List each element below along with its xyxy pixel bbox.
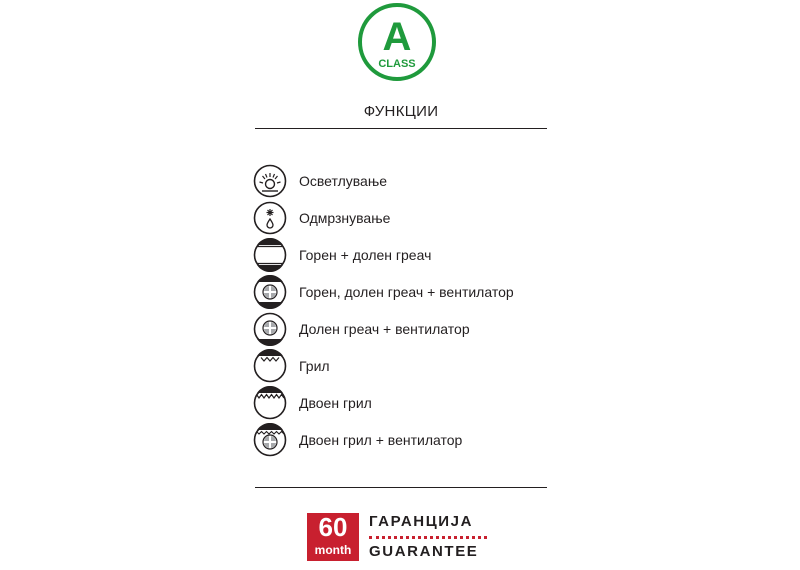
function-label: Долен греач + вентилатор <box>299 321 470 337</box>
guarantee-number: 60 <box>318 512 348 542</box>
light-icon <box>253 164 287 198</box>
energy-class-label: CLASS <box>378 58 416 70</box>
function-label: Одмрзнување <box>299 210 391 226</box>
guarantee-months-box <box>307 513 359 561</box>
bottom-heater-fan-icon <box>253 312 287 346</box>
function-label: Двоен грил + вентилатор <box>299 432 463 448</box>
function-label: Осветлување <box>299 173 387 189</box>
guarantee-text-en: GUARANTEE <box>369 543 479 560</box>
guarantee-badge <box>307 513 487 563</box>
guarantee-text-mk: ГАРАНЦИЈА <box>369 513 474 530</box>
double-grill-icon <box>253 386 287 420</box>
grill-icon <box>253 349 287 383</box>
function-label: Горен + долен греач <box>299 247 432 263</box>
energy-class-badge <box>357 2 437 82</box>
top-bottom-heater-icon <box>253 238 287 272</box>
section-title: ФУНКЦИИ <box>363 103 439 120</box>
top-divider <box>255 128 547 129</box>
function-label: Горен, долен греач + вентилатор <box>299 284 514 300</box>
defrost-icon <box>253 201 287 235</box>
top-bottom-heater-fan-icon <box>253 275 287 309</box>
guarantee-unit: month <box>314 543 352 557</box>
double-grill-fan-icon <box>253 423 287 457</box>
guarantee-dotted-divider <box>369 536 487 539</box>
energy-class-letter: A <box>382 15 412 59</box>
function-label: Грил <box>299 358 330 374</box>
bottom-divider <box>255 487 547 488</box>
function-label: Двоен грил <box>299 395 372 411</box>
